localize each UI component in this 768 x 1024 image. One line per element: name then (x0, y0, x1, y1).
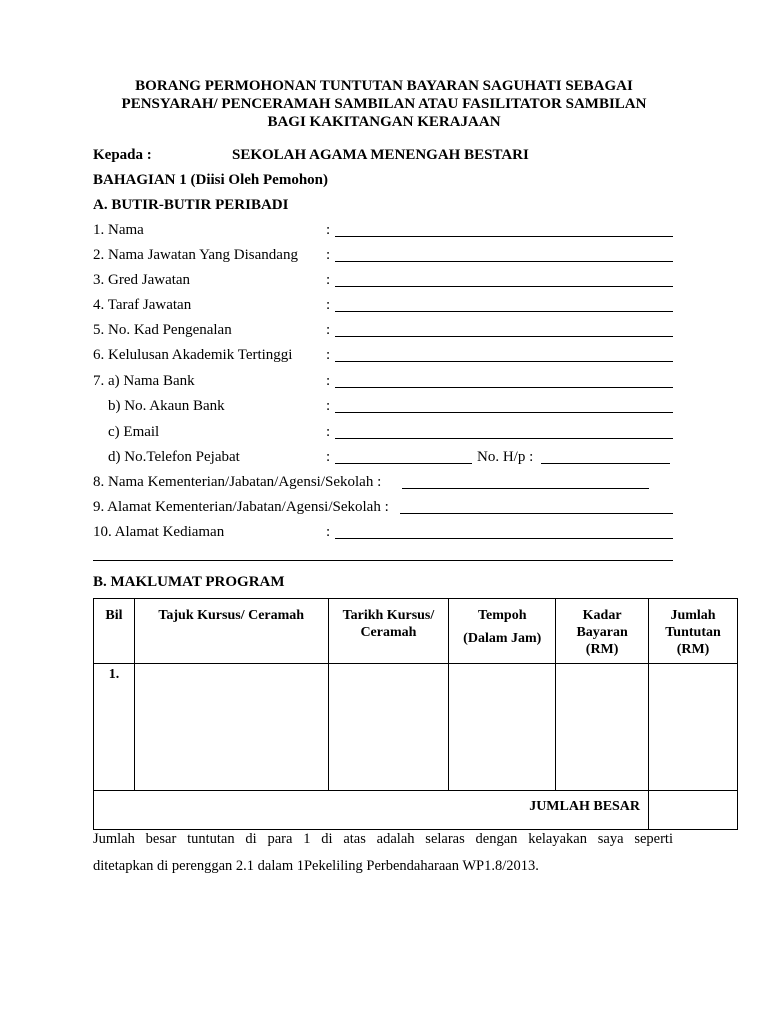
field-email (93, 423, 673, 443)
telefon-input-line[interactable] (335, 463, 472, 464)
field-taraf-jawatan (93, 296, 673, 316)
field-input-line[interactable] (335, 438, 673, 439)
title-line-1: BORANG PERMOHONAN TUNTUTAN BAYARAN SAGUHATI SEBAGAI (135, 78, 633, 94)
field-label: 9. Alamat Kementerian/Jabatan/Agensi/Sekolah : (93, 499, 389, 515)
field-colon: : (326, 424, 331, 440)
field-input-line[interactable] (400, 513, 673, 514)
title-line-2: PENSYARAH/ PENCERAMAH SAMBILAN ATAU FASILITATOR SAMBILAN (121, 96, 647, 112)
col-header-tajuk: Tajuk Kursus/ Ceramah (134, 599, 328, 664)
title-line-3: BAGI KAKITANGAN KERAJAAN (267, 114, 501, 130)
declaration-line-2: ditetapkan di perenggan 2.1 dalam 1Pekeliling Perbendaharaan WP1.8/2013. (93, 858, 539, 874)
section-1-heading: BAHAGIAN 1 (Diisi Oleh Pemohon) (93, 172, 329, 188)
field-colon: : (326, 322, 331, 338)
hp-input-line[interactable] (541, 463, 670, 464)
section-a-heading: A. BUTIR-BUTIR PERIBADI (93, 197, 289, 213)
field-gred-jawatan (93, 271, 673, 291)
row-jumlah-cell[interactable] (649, 664, 738, 791)
field-kelulusan (93, 346, 673, 366)
field-label: 5. No. Kad Pengenalan (93, 322, 232, 338)
form-title (60, 77, 708, 131)
field-label: d) No.Telefon Pejabat (108, 449, 240, 465)
field-colon: : (326, 373, 331, 389)
field-label: 10. Alamat Kediaman (93, 524, 225, 540)
col-header-kadar: Kadar Bayaran (RM) (556, 599, 649, 664)
col-header-tarikh: Tarikh Kursus/ Ceramah (328, 599, 449, 664)
field-input-line[interactable] (335, 236, 673, 237)
field-colon: : (326, 297, 331, 313)
field-colon: : (326, 347, 331, 363)
col-header-bil: Bil (94, 599, 135, 664)
declaration-line-1: Jumlah besar tuntutan di para 1 di atas adalah selaras dengan kelayakan saya seperti (93, 831, 673, 847)
section-b-heading: B. MAKLUMAT PROGRAM (93, 574, 285, 590)
field-colon: : (326, 222, 331, 238)
field-label: 6. Kelulusan Akademik Tertinggi (93, 347, 293, 363)
field-colon: : (326, 272, 331, 288)
row-tempoh-cell[interactable] (449, 664, 556, 791)
field-akaun-bank (93, 397, 673, 417)
row-tajuk-cell[interactable] (134, 664, 328, 791)
field-label: 2. Nama Jawatan Yang Disandang (93, 247, 298, 263)
row-kadar-cell[interactable] (556, 664, 649, 791)
field-input-line[interactable] (335, 261, 673, 262)
field-label: 1. Nama (93, 222, 144, 238)
recipient-value: SEKOLAH AGAMA MENENGAH BESTARI (232, 147, 529, 163)
field-input-line[interactable] (335, 286, 673, 287)
field-nama-jawatan (93, 246, 673, 266)
field-colon: : (326, 449, 331, 465)
alamat-kediaman-continuation-line[interactable] (93, 560, 673, 561)
table-total-row (94, 791, 738, 830)
field-label: 7. a) Nama Bank (93, 373, 195, 389)
recipient-label: Kepada : (93, 147, 152, 163)
field-nama (93, 221, 673, 241)
field-nama-kementerian (93, 473, 673, 493)
col-header-tempoh: Tempoh (Dalam Jam) (449, 599, 556, 664)
hp-label: No. H/p : (477, 449, 534, 465)
field-label: 3. Gred Jawatan (93, 272, 191, 288)
field-input-line[interactable] (335, 311, 673, 312)
field-input-line[interactable] (335, 538, 673, 539)
field-nama-bank (93, 372, 673, 392)
field-colon: : (326, 398, 331, 414)
total-label-cell: JUMLAH BESAR (94, 791, 649, 830)
field-input-line[interactable] (335, 412, 673, 413)
row-tarikh-cell[interactable] (328, 664, 449, 791)
field-colon: : (326, 247, 331, 263)
field-kad-pengenalan (93, 321, 673, 341)
field-label: c) Email (108, 424, 160, 440)
field-input-line[interactable] (335, 336, 673, 337)
program-table (93, 598, 738, 830)
field-label: 8. Nama Kementerian/Jabatan/Agensi/Sekolah : (93, 474, 382, 490)
field-alamat-kediaman (93, 523, 673, 543)
field-input-line[interactable] (402, 488, 649, 489)
field-label: b) No. Akaun Bank (108, 398, 225, 414)
table-header-row (94, 599, 738, 664)
field-telefon (93, 448, 673, 468)
col-header-jumlah: Jumlah Tuntutan (RM) (649, 599, 738, 664)
field-input-line[interactable] (335, 387, 673, 388)
field-colon: : (326, 524, 331, 540)
field-alamat-kementerian (93, 498, 673, 518)
table-row (94, 664, 738, 791)
total-value-cell[interactable] (649, 791, 738, 830)
row-bil-cell: 1. (94, 664, 135, 791)
field-input-line[interactable] (335, 361, 673, 362)
field-label: 4. Taraf Jawatan (93, 297, 192, 313)
